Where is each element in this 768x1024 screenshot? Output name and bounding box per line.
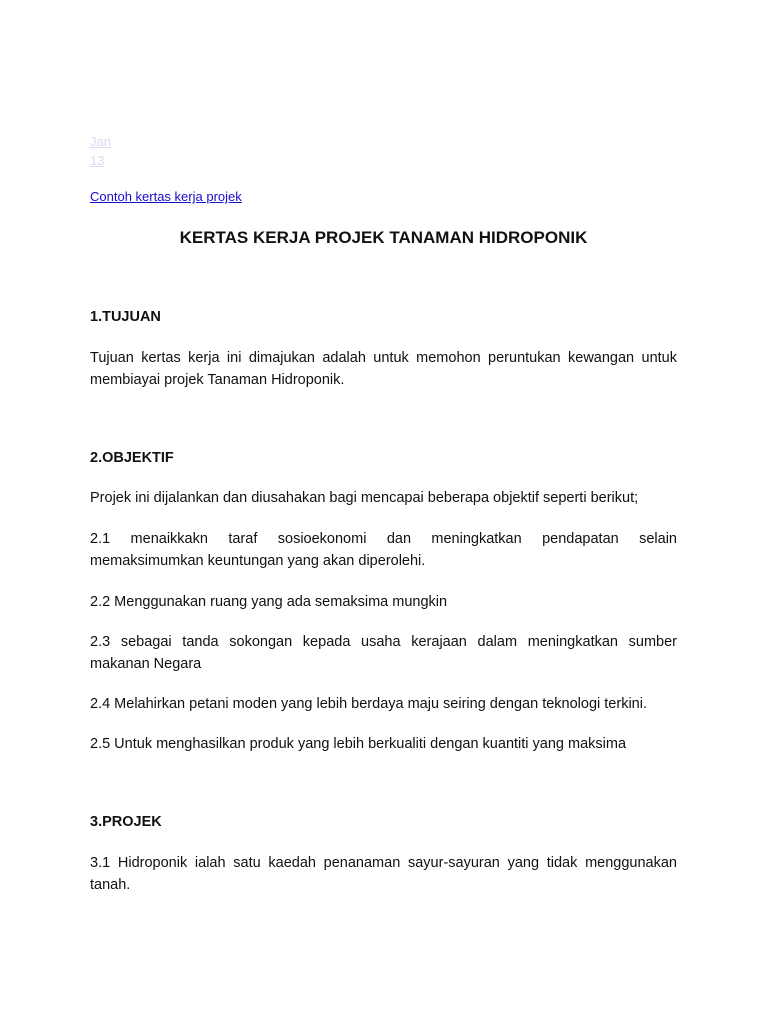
section-heading-projek: 3.PROJEK [90, 814, 162, 830]
objektif-item-3: 2.3 sebagai tanda sokongan kepada usaha kerajaan dalam meningkatkan sumber makanan Negara [90, 634, 677, 672]
source-link[interactable]: Contoh kertas kerja projek [90, 189, 242, 204]
objektif-item-4: 2.4 Melahirkan petani moden yang lebih berdaya maju seiring dengan teknologi terkini. [90, 696, 647, 712]
section-heading-tujuan: 1.TUJUAN [90, 309, 161, 325]
section-heading-objektif: 2.OBJEKTIF [90, 450, 174, 466]
document-title: KERTAS KERJA PROJEK TANAMAN HIDROPONIK [179, 228, 588, 247]
date-day-link[interactable]: 13 [90, 153, 105, 168]
tujuan-paragraph: Tujuan kertas kerja ini dimajukan adalah untuk memohon peruntukan kewangan untuk membiayai projek Tanaman Hidroponik. [90, 350, 677, 388]
projek-item-1: 3.1 Hidroponik ialah satu kaedah penanaman sayur-sayuran yang tidak menggunakan tanah. [90, 855, 677, 893]
objektif-intro: Projek ini dijalankan dan diusahakan bagi mencapai beberapa objektif seperti berikut; [90, 490, 639, 506]
objektif-item-2: 2.2 Menggunakan ruang yang ada semaksima mungkin [90, 594, 448, 610]
objektif-item-5: 2.5 Untuk menghasilkan produk yang lebih berkualiti dengan kuantiti yang maksima [90, 736, 627, 752]
date-month-link[interactable]: Jan [90, 134, 111, 149]
objektif-item-1: 2.1 menaikkakn taraf sosioekonomi dan meningkatkan pendapatan selain memaksimumkan keuntungan yang akan diperolehi. [90, 531, 677, 569]
